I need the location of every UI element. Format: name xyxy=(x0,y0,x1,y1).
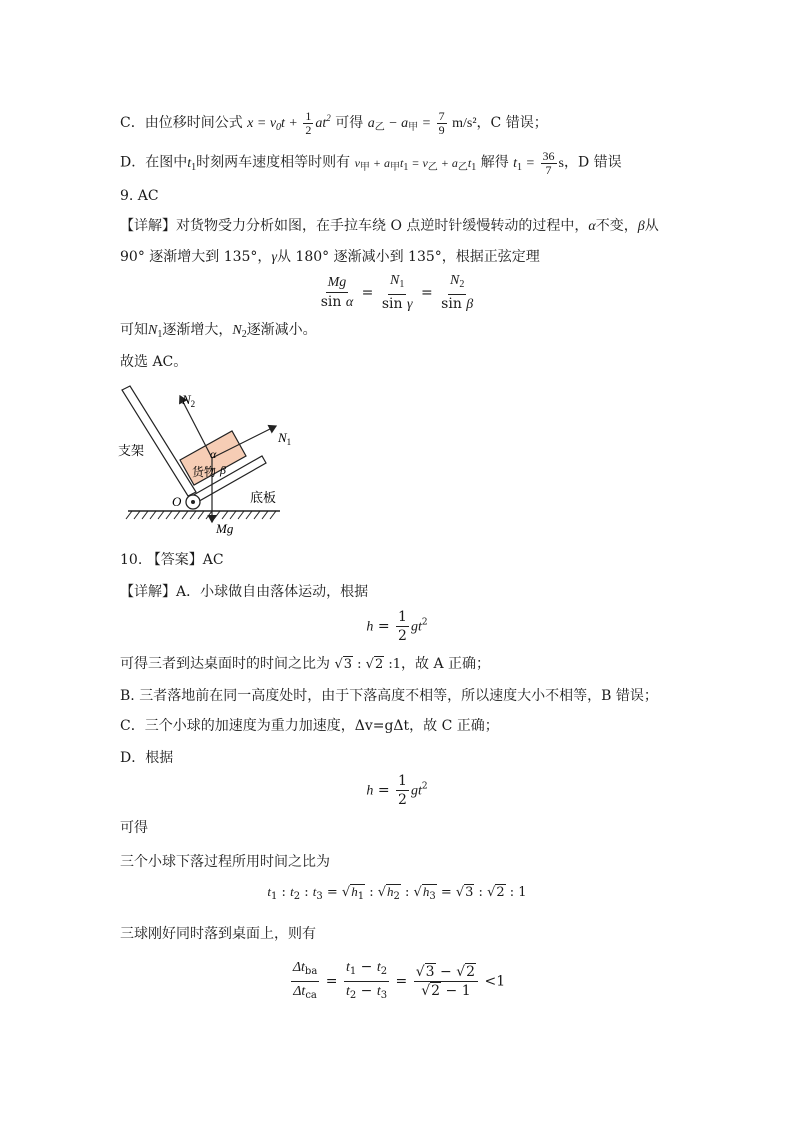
q10-line-d: D．根据 xyxy=(120,750,174,766)
q10-result-a: 可得三者到达桌面时的时间之比为 √3 : √2 :1，故 A 正确； xyxy=(120,656,491,672)
velocity-equation: $v_甲 + a_甲t_1 = v_乙 + a_乙t_1$ xyxy=(354,155,477,173)
free-fall-equation-1: h = $\frac{1}{2}$ $gt^2$ xyxy=(366,609,428,644)
q10-answer: 10. 【答案】AC xyxy=(120,552,224,568)
beta-symbol: β xyxy=(637,219,645,234)
q9-choice: 故选 AC。 xyxy=(120,354,188,370)
acceleration-result: $a_乙 - a_甲$ = $\frac{7}{9}$ m/s² xyxy=(367,109,477,138)
line-d-mid: 时刻两车速度相等时则有 xyxy=(196,154,351,171)
label-mg: Mg xyxy=(216,521,234,536)
line-c-suffix: ，C 错误； xyxy=(476,115,548,131)
q10-detail-a: 【详解】A．小球做自由落体运动，根据 xyxy=(120,584,369,600)
q9-detail-line1: 【详解】对货物受力分析如图，在手拉车绕 O 点逆时针缓慢转动的过程中，α不变，β从 xyxy=(120,218,659,234)
label-alpha: α xyxy=(210,447,217,461)
label-beta: β xyxy=(220,463,226,477)
q10-line-c: C．三个小球的加速度为重力加速度，Δv=gΔt，故 C 正确； xyxy=(120,718,499,734)
displacement-formula: $x = v_0t$ + $\frac{1}{2}$ $at^2$ xyxy=(247,109,331,138)
line-d-mid2: 解得 xyxy=(480,154,509,171)
q9-detail-line2: 90° 逐渐增大到 135°，γ从 180° 逐渐减小到 135°，根据正弦定理 xyxy=(120,249,540,265)
time-ratio-equation: $t_1$ : $t_2$ : $t_3 = √h_1$ : $√h_2$ : $√h_3 = √3$ : √2 : 1 xyxy=(267,884,527,902)
q9-conclusion: 可知$N_1$逐渐增大，$N_2$逐渐减小。 xyxy=(120,322,317,340)
time-result: $t_1$ = $\frac{36}{7}$ s xyxy=(513,149,564,177)
sine-law-equation: $\frac{Mg}{\text{sin α}}$ = $\frac{N_1}{\text{sin γ}}$ = $\frac{N_2}{\text{sin β}}$ xyxy=(320,273,474,312)
label-n2: $N_2$ xyxy=(182,392,196,409)
label-n1: $N_1$ xyxy=(278,430,292,447)
delta-t-ratio-equation: $\frac{\Delta t_{ba}}{\Delta t_{ca}}$ = $\frac{t_1 - t_2}{t_2 - t_3}$ = $\frac{√3 - √2}{√2 - 1}$ <1 xyxy=(292,959,506,1001)
line-option-c xyxy=(120,108,548,138)
label-base: 底板 xyxy=(250,491,277,506)
line-option-d xyxy=(120,150,622,178)
alpha-symbol: α xyxy=(588,219,596,234)
q10-same-time: 三球刚好同时落到桌面上，则有 xyxy=(120,926,316,942)
time-ratio: √3 : √2 :1 xyxy=(334,657,402,672)
label-support: 支架 xyxy=(118,444,145,459)
q9-answer: 9. AC xyxy=(120,188,159,204)
wheel-center xyxy=(191,500,195,504)
q10-line-b: B. 三者落地前在同一高度处时，由于下落高度不相等，所以速度大小不相等，B 错误； xyxy=(120,688,658,704)
gamma-symbol: γ xyxy=(271,250,277,265)
line-c-prefix: C．由位移时间公式 xyxy=(120,115,243,131)
q10-ratio-text: 三个小球下落过程所用时间之比为 xyxy=(120,854,330,870)
line-d-suffix: ，D 错误 xyxy=(563,154,622,171)
force-diagram xyxy=(110,380,310,540)
label-o: O xyxy=(172,494,182,509)
free-fall-equation-2: h = $\frac{1}{2}$ $gt^2$ xyxy=(366,773,428,808)
line-c-mid: 可得 xyxy=(335,115,364,131)
line-d-prefix: D．在图中 xyxy=(120,154,188,171)
ground-hatching xyxy=(126,511,276,519)
q10-kede: 可得 xyxy=(120,820,148,836)
time-t1: $t_1$ xyxy=(187,155,197,173)
label-cargo: 货物 xyxy=(192,465,217,479)
